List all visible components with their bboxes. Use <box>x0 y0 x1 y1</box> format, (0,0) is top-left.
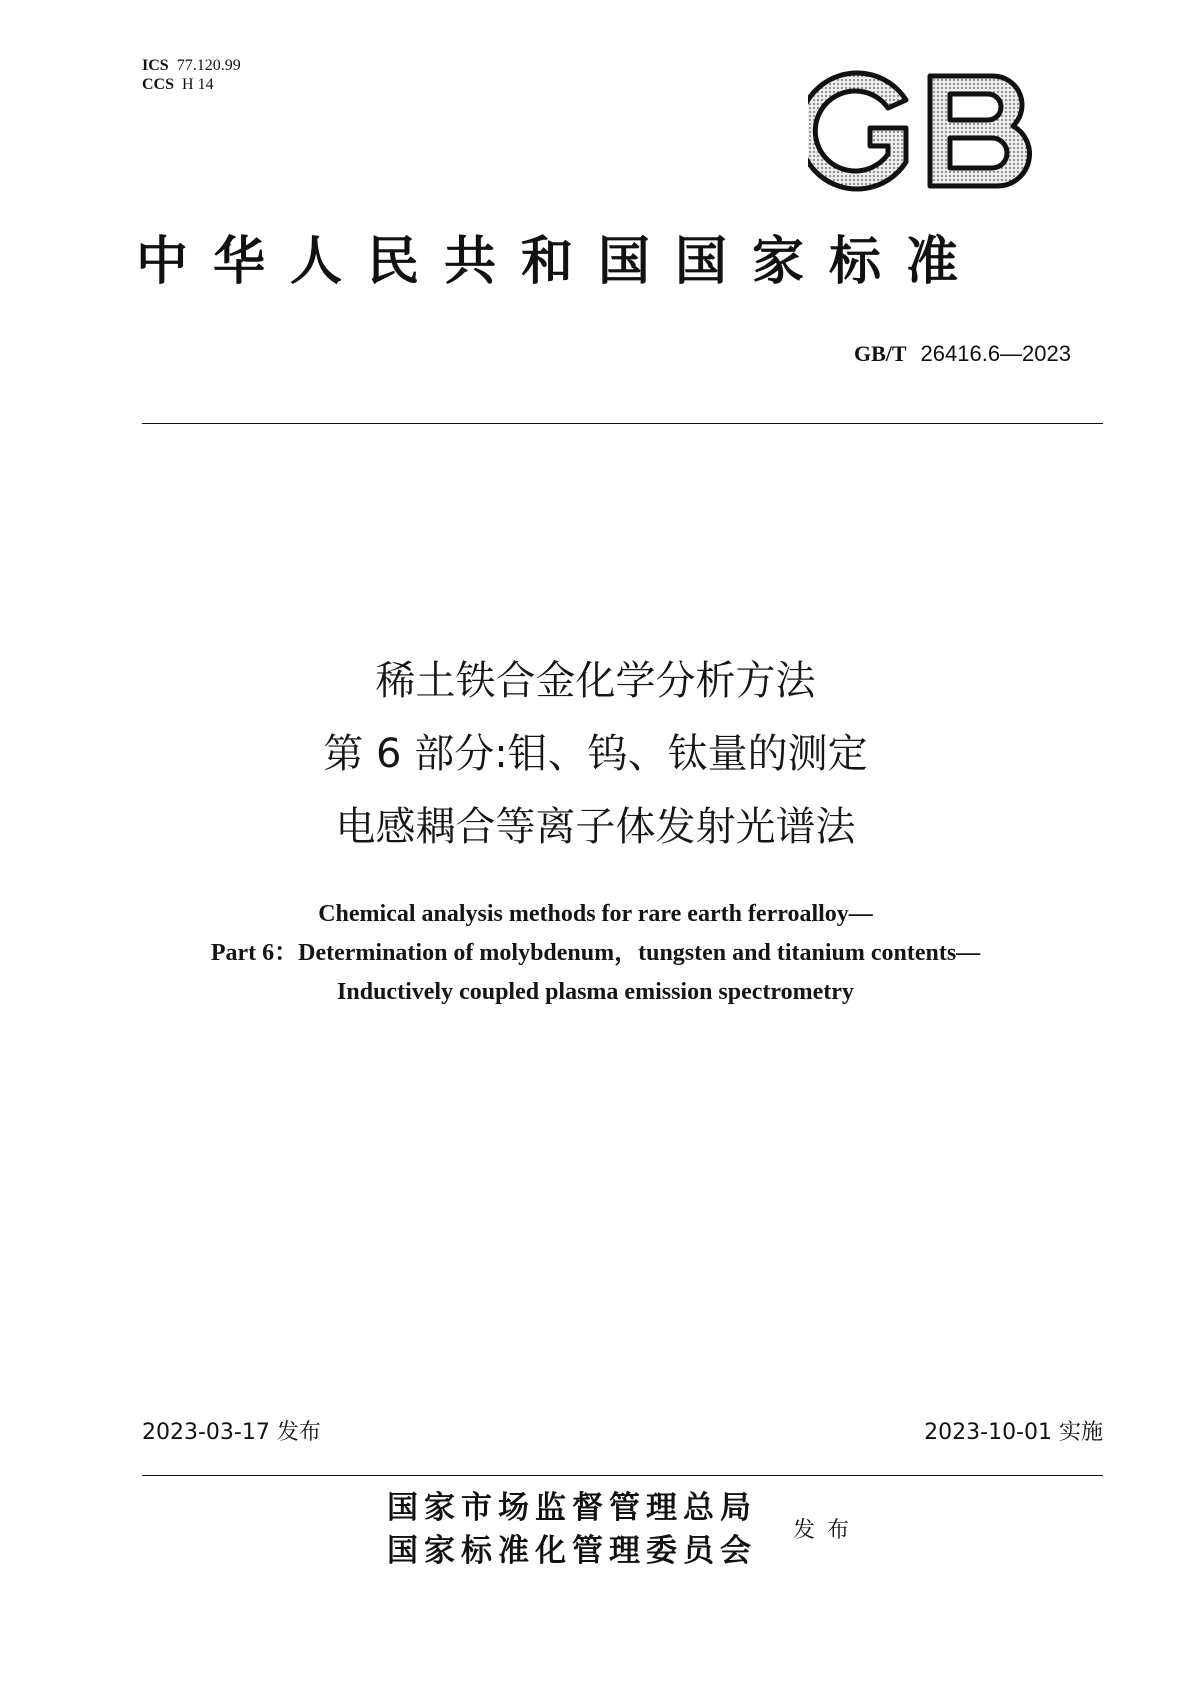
publish-date: 2023-03-17 发布 <box>142 1420 321 1445</box>
classification-codes <box>142 56 241 94</box>
ccs-label: CCS <box>142 76 175 93</box>
ccs-code <box>142 75 241 94</box>
ics-code <box>142 56 241 75</box>
gb-logo <box>808 70 1040 192</box>
chinese-title-line: 电感耦合等离子体发射光谱法 <box>335 804 856 850</box>
top-divider <box>142 423 1103 424</box>
english-title <box>0 895 1191 1012</box>
chinese-title-line: 稀土铁合金化学分析方法 <box>375 658 816 704</box>
issuer-name: 国家标准化管理委员会 <box>387 1533 757 1569</box>
issuing-authorities <box>387 1487 757 1573</box>
national-standard-heading: 中华人民共和国国家标准 <box>136 231 984 292</box>
standard-number-value: 26416.6—2023 <box>920 341 1071 366</box>
issuer-name: 国家市场监督管理总局 <box>387 1490 757 1526</box>
gb-logo-icon <box>808 70 1040 192</box>
english-title-line: Chemical analysis methods for rare earth ferroalloy— <box>318 901 873 927</box>
implement-date: 2023-10-01 实施 <box>924 1420 1103 1445</box>
ics-label: ICS <box>142 57 169 74</box>
ics-value: 77.120.99 <box>176 57 241 74</box>
issue-label: 发布 <box>793 1518 862 1543</box>
chinese-title <box>0 645 1191 864</box>
ccs-value: H 14 <box>182 76 214 93</box>
english-title-line: Part 6：Determination of molybdenum，tungsten and titanium contents— <box>210 940 981 966</box>
chinese-title-line: 第 6 部分:钼、钨、钛量的测定 <box>323 731 868 777</box>
standard-number <box>854 341 1071 368</box>
bottom-divider <box>142 1475 1103 1476</box>
standard-number-prefix: GB/T <box>853 341 907 366</box>
english-title-line: Inductively coupled plasma emission spectrometry <box>337 979 854 1005</box>
